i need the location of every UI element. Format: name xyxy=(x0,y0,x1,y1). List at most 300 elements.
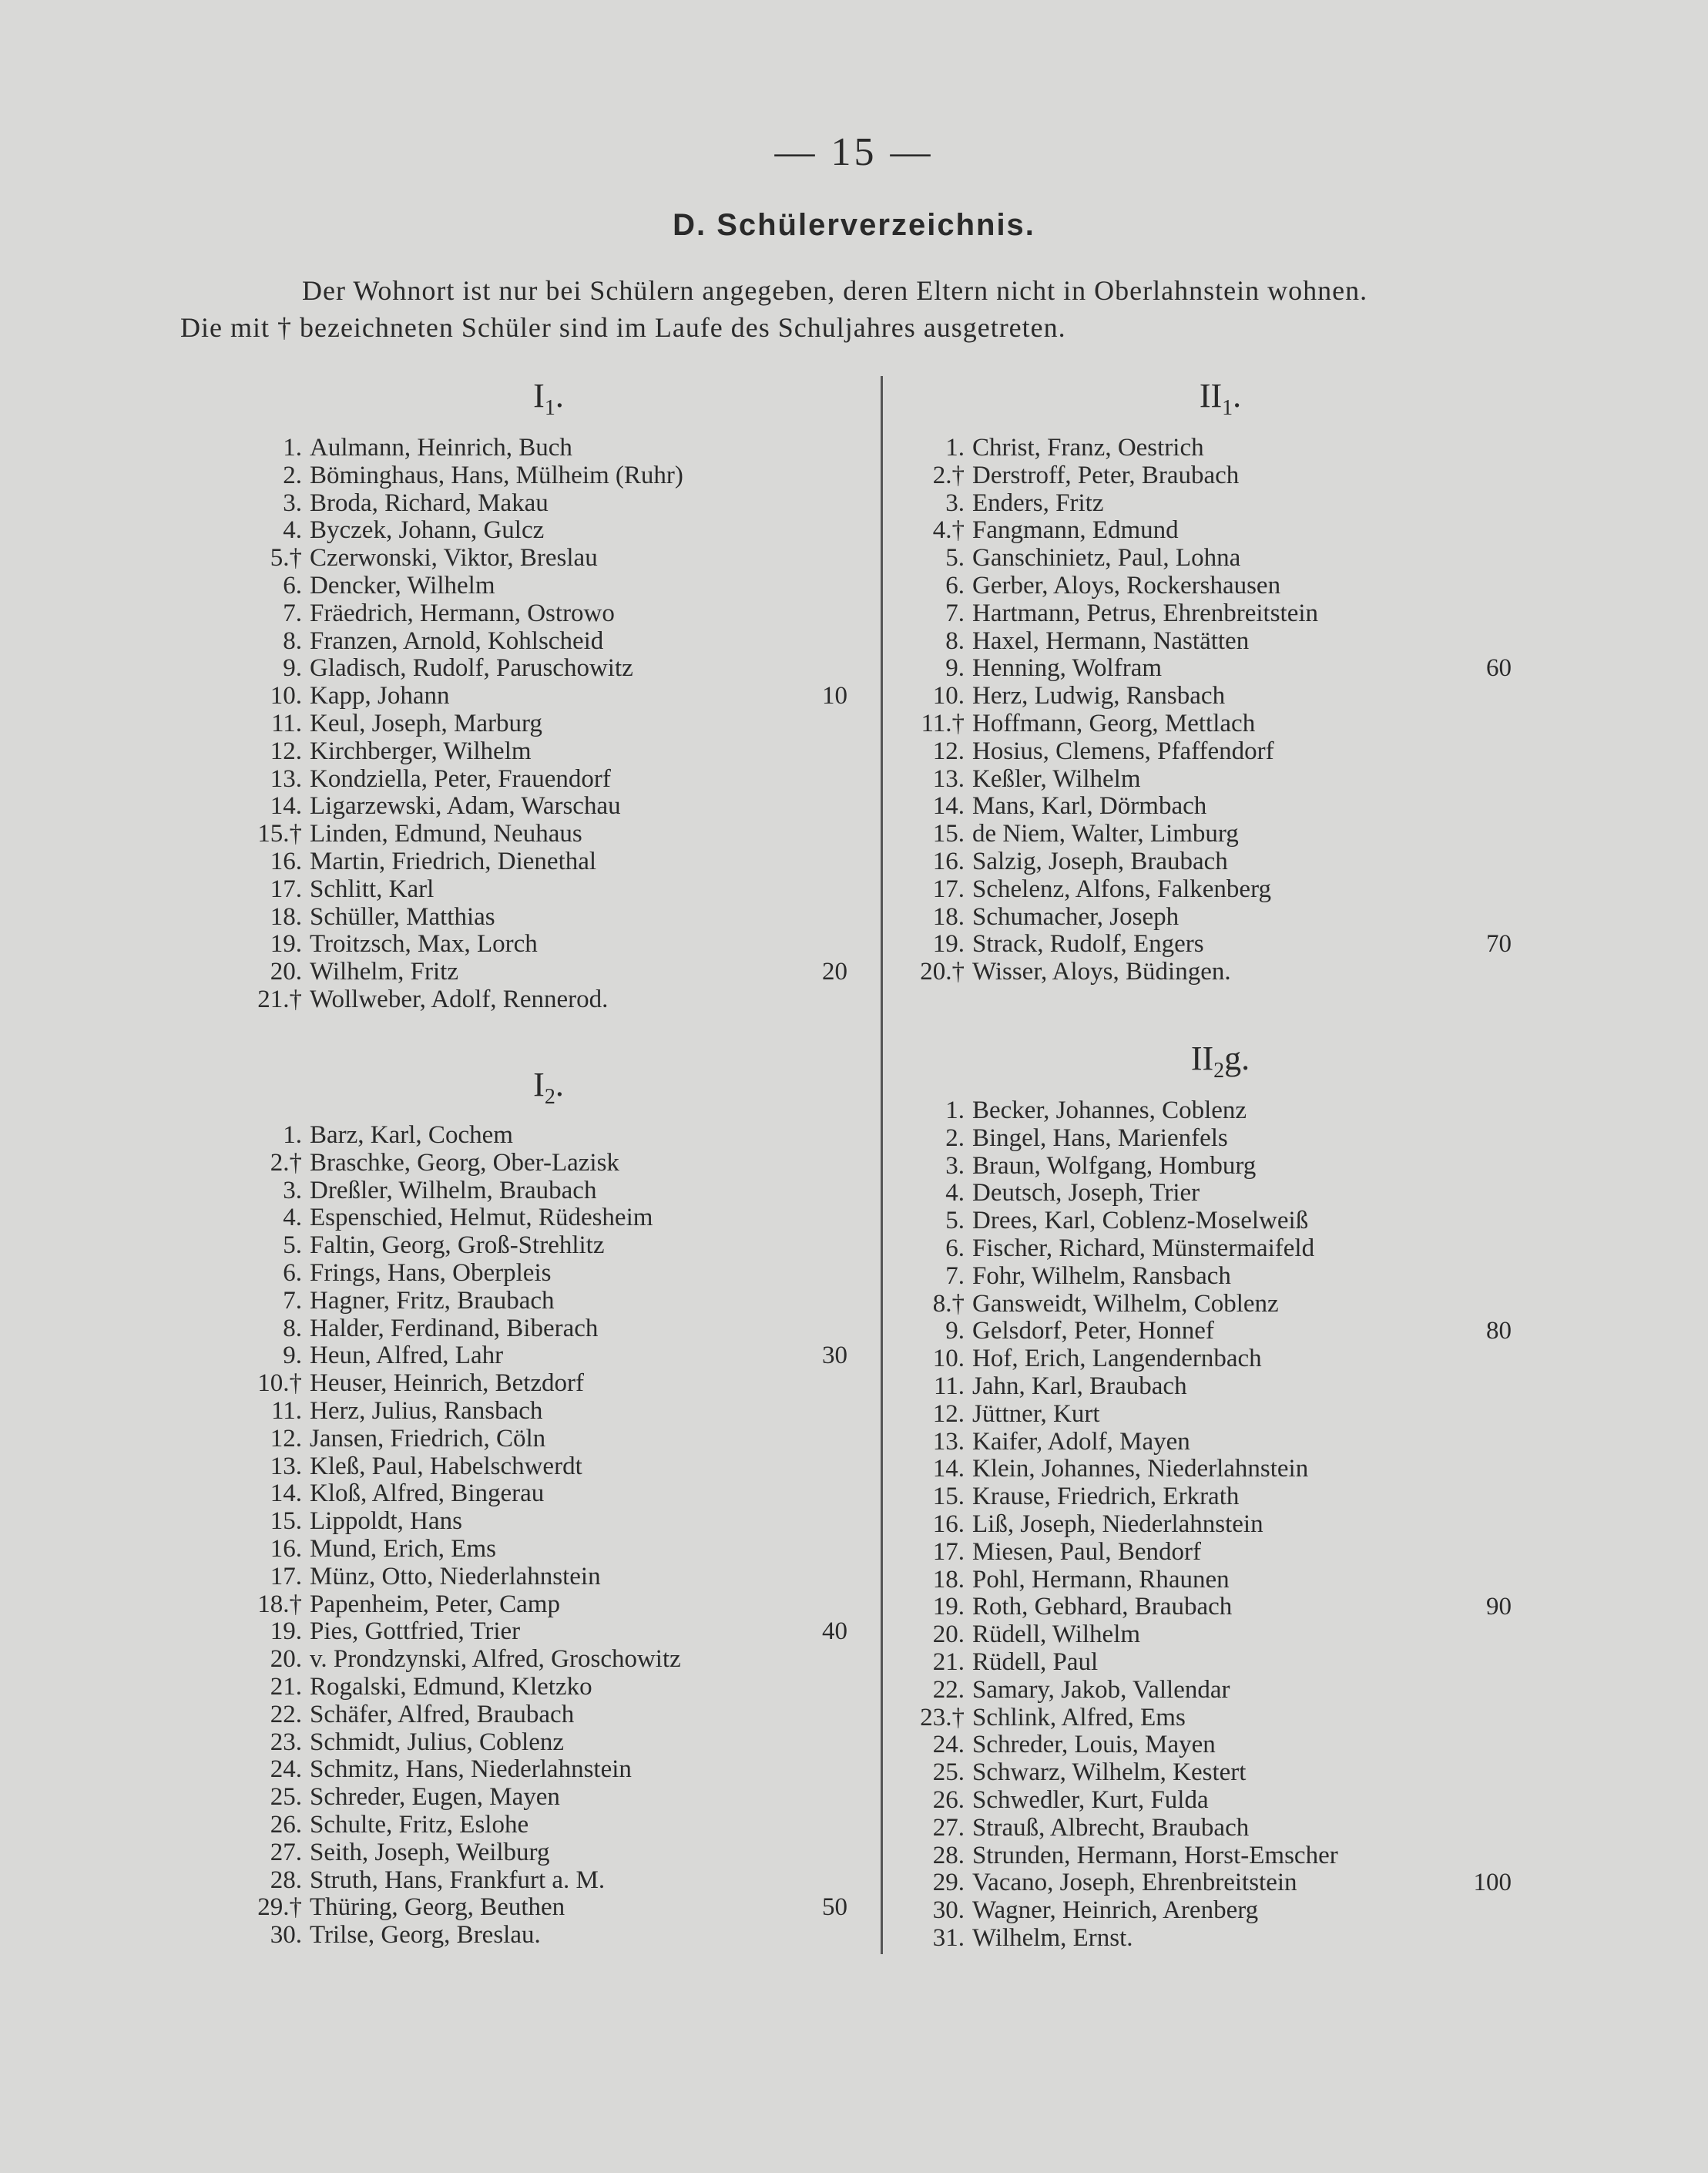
entry-number: 15. xyxy=(270,1507,302,1536)
entry-number: 15.† xyxy=(257,820,302,848)
entry-number: 12. xyxy=(932,1399,965,1428)
entry-number: 3. xyxy=(283,489,302,517)
student-name: Wilhelm, Fritz xyxy=(310,958,458,986)
student-name: Fangmann, Edmund xyxy=(972,516,1179,545)
entry-number: 14. xyxy=(932,1455,965,1483)
entry-number: 3. xyxy=(945,489,965,517)
entry-number: 19. xyxy=(270,1617,302,1646)
entry-number: 30. xyxy=(270,1921,302,1950)
student-name: Schulte, Fritz, Eslohe xyxy=(310,1810,529,1839)
list-item xyxy=(894,1401,1512,1429)
student-name: Heun, Alfred, Lahr xyxy=(310,1342,504,1370)
running-count: 40 xyxy=(822,1617,847,1646)
list-item xyxy=(894,876,1512,904)
entry-number: 16. xyxy=(270,847,302,875)
student-name: Rogalski, Edmund, Kletzko xyxy=(310,1672,592,1701)
list-item xyxy=(894,1125,1512,1153)
running-count: 10 xyxy=(822,682,847,710)
student-name: Heuser, Heinrich, Betzdorf xyxy=(310,1369,585,1398)
entry-number: 21.† xyxy=(257,985,302,1013)
list-item xyxy=(894,1869,1512,1897)
list-item xyxy=(894,1594,1512,1621)
entry-number: 18. xyxy=(932,902,965,931)
list-item xyxy=(231,1729,847,1757)
student-name: Deutsch, Joseph, Trier xyxy=(972,1179,1200,1207)
entry-number: 12. xyxy=(270,737,302,765)
list-item xyxy=(894,931,1512,959)
list-item xyxy=(894,1925,1512,1953)
list-item xyxy=(231,462,847,490)
page-number: — 15 — xyxy=(774,130,934,174)
student-name: Becker, Johannes, Coblenz xyxy=(972,1097,1247,1124)
student-name: Wagner, Heinrich, Arenberg xyxy=(972,1896,1259,1925)
list-item xyxy=(231,1122,847,1150)
entry-number: 5. xyxy=(945,1207,965,1235)
entry-number: 22. xyxy=(270,1700,302,1728)
student-name: Schelenz, Alfons, Falkenberg xyxy=(972,875,1271,903)
list-item xyxy=(894,1787,1512,1815)
student-name: Enders, Fritz xyxy=(972,489,1104,517)
entry-number: 29.† xyxy=(257,1893,302,1922)
student-name: Klein, Johannes, Niederlahnstein xyxy=(972,1455,1309,1483)
list-item xyxy=(894,1097,1512,1125)
student-name: Braun, Wolfgang, Homburg xyxy=(972,1151,1257,1180)
list-item xyxy=(231,1839,847,1867)
student-name: Strack, Rudolf, Engers xyxy=(972,930,1204,959)
page-title: D. Schülerverzeichnis. xyxy=(673,208,1035,242)
entry-number: 24. xyxy=(932,1731,965,1759)
student-name: Schlink, Alfred, Ems xyxy=(972,1703,1186,1731)
entry-number: 25. xyxy=(932,1758,965,1787)
entry-number: 5. xyxy=(283,1231,302,1260)
student-name: Dencker, Wilhelm xyxy=(310,571,495,600)
student-name: Dreßler, Wilhelm, Braubach xyxy=(310,1176,597,1204)
student-name: Schreder, Louis, Mayen xyxy=(972,1731,1216,1759)
list-item xyxy=(231,710,847,738)
list-item xyxy=(231,1150,847,1177)
entry-number: 9. xyxy=(283,1342,302,1370)
entry-number: 14. xyxy=(270,792,302,821)
student-name: Struth, Hans, Frankfurt a. M. xyxy=(310,1866,606,1894)
list-item xyxy=(231,1232,847,1260)
list-item xyxy=(894,738,1512,766)
list-item xyxy=(231,766,847,794)
entry-number: 21. xyxy=(932,1647,965,1676)
section-title-II1: $II_1$. xyxy=(1199,377,1242,420)
list-item xyxy=(231,1342,847,1370)
entry-number: 27. xyxy=(932,1813,965,1842)
entry-number: 29. xyxy=(932,1869,965,1897)
list-item xyxy=(231,517,847,545)
section-title-I2: $I_2$. xyxy=(533,1066,564,1109)
student-name: Münz, Otto, Niederlahnstein xyxy=(310,1562,601,1590)
student-name: Barz, Karl, Cochem xyxy=(310,1121,513,1149)
student-name: Pies, Gottfried, Trier xyxy=(310,1617,521,1646)
student-name: Seith, Joseph, Weilburg xyxy=(310,1838,550,1866)
student-name: Herz, Ludwig, Ransbach xyxy=(972,682,1226,710)
student-name: Gladisch, Rudolf, Paruschowitz xyxy=(310,654,633,683)
student-name: Mans, Karl, Dörmbach xyxy=(972,792,1207,821)
section-I2-list xyxy=(231,1122,847,1950)
entry-number: 9. xyxy=(945,1317,965,1345)
student-name: Kirchberger, Wilhelm xyxy=(310,737,532,765)
entry-number: 5. xyxy=(945,544,965,573)
list-item xyxy=(894,904,1512,932)
list-item xyxy=(231,1867,847,1895)
entry-number: 19. xyxy=(932,930,965,959)
student-name: Herz, Julius, Ransbach xyxy=(310,1396,543,1425)
list-item xyxy=(894,1677,1512,1704)
entry-number: 17. xyxy=(932,875,965,903)
list-item xyxy=(231,931,847,959)
entry-number: 21. xyxy=(270,1672,302,1701)
entry-number: 26. xyxy=(932,1785,965,1814)
list-item xyxy=(894,1897,1512,1925)
entry-number: 2. xyxy=(945,1123,965,1152)
student-name: Czerwonski, Viktor, Breslau xyxy=(310,544,598,573)
entry-number: 18. xyxy=(932,1565,965,1594)
list-item xyxy=(231,628,847,656)
entry-number: 17. xyxy=(270,1562,302,1590)
running-count: 70 xyxy=(1486,930,1512,959)
entry-number: 6. xyxy=(283,571,302,600)
entry-number: 24. xyxy=(270,1755,302,1784)
list-item xyxy=(231,959,847,986)
entry-number: 13. xyxy=(270,764,302,793)
list-item xyxy=(894,573,1512,600)
list-item xyxy=(894,1291,1512,1318)
entry-number: 4.† xyxy=(932,516,965,545)
student-name: Kleß, Paul, Habelschwerdt xyxy=(310,1452,582,1480)
entry-number: 16. xyxy=(270,1534,302,1563)
list-item xyxy=(894,1649,1512,1677)
student-name: Miesen, Paul, Bendorf xyxy=(972,1537,1201,1566)
list-item xyxy=(894,435,1512,462)
list-item xyxy=(894,821,1512,848)
student-name: Troitzsch, Max, Lorch xyxy=(310,930,538,959)
entry-number: 7. xyxy=(945,599,965,627)
student-name: Kaifer, Adolf, Mayen xyxy=(972,1427,1190,1456)
entry-number: 10. xyxy=(932,1345,965,1373)
student-name: Böminghaus, Hans, Mülheim (Ruhr) xyxy=(310,461,683,489)
student-name: Kondziella, Peter, Frauendorf xyxy=(310,764,611,793)
list-item xyxy=(894,1621,1512,1649)
student-name: Hosius, Clemens, Pfaffendorf xyxy=(972,737,1274,765)
student-name: Strauß, Albrecht, Braubach xyxy=(972,1813,1250,1842)
list-item xyxy=(231,1591,847,1619)
entry-number: 10.† xyxy=(257,1369,302,1398)
student-name: Faltin, Georg, Groß-Strehlitz xyxy=(310,1231,605,1260)
student-name: Broda, Richard, Makau xyxy=(310,489,549,517)
student-name: v. Prondzynski, Alfred, Groschowitz xyxy=(310,1645,681,1674)
entry-number: 20.† xyxy=(920,958,965,986)
running-count: 80 xyxy=(1486,1317,1512,1345)
list-item xyxy=(231,1536,847,1563)
student-name: Hof, Erich, Langendernbach xyxy=(972,1345,1262,1373)
list-item xyxy=(231,1894,847,1922)
list-item xyxy=(894,1153,1512,1181)
list-item xyxy=(231,1812,847,1839)
list-item xyxy=(894,848,1512,876)
student-name: Salzig, Joseph, Braubach xyxy=(972,847,1228,875)
entry-number: 27. xyxy=(270,1838,302,1866)
entry-number: 1. xyxy=(945,1097,965,1124)
student-name: de Niem, Walter, Limburg xyxy=(972,820,1239,848)
list-item xyxy=(894,1483,1512,1511)
list-item xyxy=(894,1731,1512,1759)
entry-number: 22. xyxy=(932,1675,965,1704)
list-item xyxy=(231,1674,847,1701)
section-title-I1: $I_1$. xyxy=(533,377,564,420)
student-name: Jansen, Friedrich, Cöln xyxy=(310,1424,546,1453)
student-name: Christ, Franz, Oestrich xyxy=(972,434,1204,462)
entry-number: 9. xyxy=(283,654,302,683)
student-name: Henning, Wolfram xyxy=(972,654,1163,683)
entry-number: 8.† xyxy=(932,1289,965,1318)
entry-number: 28. xyxy=(270,1866,302,1894)
student-name: Haxel, Hermann, Nastätten xyxy=(972,626,1250,655)
student-name: Wilhelm, Ernst. xyxy=(972,1923,1133,1952)
entry-number: 7. xyxy=(945,1261,965,1290)
entry-number: 4. xyxy=(945,1179,965,1207)
student-name: Pohl, Hermann, Rhaunen xyxy=(972,1565,1230,1594)
entry-number: 3. xyxy=(283,1176,302,1204)
entry-number: 11. xyxy=(933,1372,965,1400)
student-name: Braschke, Georg, Ober-Lazisk xyxy=(310,1148,619,1177)
student-name: Papenheim, Peter, Camp xyxy=(310,1590,560,1618)
list-item xyxy=(231,573,847,600)
entry-number: 14. xyxy=(270,1479,302,1508)
entry-number: 11. xyxy=(270,709,302,737)
list-item xyxy=(894,490,1512,518)
list-item xyxy=(231,1426,847,1453)
student-name: Thüring, Georg, Beuthen xyxy=(310,1893,565,1922)
student-name: Schwedler, Kurt, Fulda xyxy=(972,1785,1209,1814)
list-item xyxy=(894,628,1512,656)
student-name: Wollweber, Adolf, Rennerod. xyxy=(310,985,609,1013)
student-name: Mund, Erich, Ems xyxy=(310,1534,496,1563)
list-item xyxy=(231,1784,847,1812)
entry-number: 25. xyxy=(270,1783,302,1812)
list-item xyxy=(231,600,847,628)
entry-number: 9. xyxy=(945,654,965,683)
student-name: Ligarzewski, Adam, Warschau xyxy=(310,792,621,821)
entry-number: 20. xyxy=(932,1621,965,1649)
list-item xyxy=(231,1508,847,1536)
student-name: Samary, Jakob, Vallendar xyxy=(972,1675,1230,1704)
student-name: Jüttner, Kurt xyxy=(972,1399,1100,1428)
entry-number: 23.† xyxy=(920,1703,965,1731)
entry-number: 11. xyxy=(270,1396,302,1425)
list-item xyxy=(894,1373,1512,1401)
student-name: Hoffmann, Georg, Mettlach xyxy=(972,709,1256,737)
list-item xyxy=(231,793,847,821)
section-II2g-list xyxy=(894,1097,1512,1953)
entry-number: 3. xyxy=(945,1151,965,1180)
student-name: Bingel, Hans, Marienfels xyxy=(972,1123,1228,1152)
entry-number: 6. xyxy=(283,1258,302,1287)
student-name: Roth, Gebhard, Braubach xyxy=(972,1593,1233,1621)
student-name: Lippoldt, Hans xyxy=(310,1507,462,1536)
entry-number: 23. xyxy=(270,1728,302,1756)
list-item xyxy=(231,1453,847,1481)
list-item xyxy=(231,904,847,932)
student-name: Halder, Ferdinand, Biberach xyxy=(310,1314,599,1342)
entry-number: 13. xyxy=(270,1452,302,1480)
list-item xyxy=(894,1207,1512,1235)
entry-number: 20. xyxy=(270,958,302,986)
list-item xyxy=(894,766,1512,794)
list-item xyxy=(894,545,1512,573)
student-name: Rüdell, Wilhelm xyxy=(972,1621,1141,1649)
running-count: 90 xyxy=(1486,1593,1512,1621)
list-item xyxy=(894,1511,1512,1539)
student-name: Krause, Friedrich, Erkrath xyxy=(972,1483,1240,1511)
entry-number: 11.† xyxy=(921,709,965,737)
student-name: Wisser, Aloys, Büdingen. xyxy=(972,958,1231,986)
student-name: Derstroff, Peter, Braubach xyxy=(972,461,1240,489)
list-item xyxy=(894,1704,1512,1732)
list-item xyxy=(894,1429,1512,1456)
running-count: 30 xyxy=(822,1342,847,1370)
entry-number: 19. xyxy=(270,930,302,959)
entry-number: 5.† xyxy=(270,544,302,573)
entry-number: 16. xyxy=(932,847,965,875)
list-item xyxy=(894,1235,1512,1263)
entry-number: 18. xyxy=(270,902,302,931)
student-name: Drees, Karl, Coblenz-Moselweiß xyxy=(972,1207,1309,1235)
student-name: Vacano, Joseph, Ehrenbreitstein xyxy=(972,1869,1297,1897)
student-name: Keul, Joseph, Marburg xyxy=(310,709,542,737)
student-name: Ganschinietz, Paul, Lohna xyxy=(972,544,1241,573)
student-name: Schlitt, Karl xyxy=(310,875,435,903)
student-name: Byczek, Johann, Gulcz xyxy=(310,516,545,545)
student-name: Trilse, Georg, Breslau. xyxy=(310,1921,541,1950)
entry-number: 28. xyxy=(932,1841,965,1869)
entry-number: 16. xyxy=(932,1510,965,1538)
entry-number: 15. xyxy=(932,820,965,848)
running-count: 20 xyxy=(822,958,847,986)
student-name: Gerber, Aloys, Rockershausen xyxy=(972,571,1281,600)
student-name: Rüdell, Paul xyxy=(972,1647,1099,1676)
entry-number: 6. xyxy=(945,571,965,600)
entry-number: 7. xyxy=(283,1286,302,1315)
student-name: Aulmann, Heinrich, Buch xyxy=(310,434,572,462)
running-count: 60 xyxy=(1486,654,1512,683)
list-item xyxy=(231,1480,847,1508)
entry-number: 10. xyxy=(270,682,302,710)
list-item xyxy=(231,1370,847,1398)
entry-number: 19. xyxy=(932,1593,965,1621)
student-name: Schwarz, Wilhelm, Kestert xyxy=(972,1758,1247,1787)
student-name: Hagner, Fritz, Braubach xyxy=(310,1286,555,1315)
list-item xyxy=(231,490,847,518)
list-item xyxy=(894,683,1512,710)
list-item xyxy=(231,848,847,876)
list-item xyxy=(894,1567,1512,1594)
student-name: Strunden, Hermann, Horst-Emscher xyxy=(972,1841,1338,1869)
entry-number: 31. xyxy=(932,1923,965,1952)
list-item xyxy=(231,1315,847,1343)
entry-number: 12. xyxy=(932,737,965,765)
section-II1-list xyxy=(894,435,1512,986)
list-item xyxy=(894,1345,1512,1373)
student-name: Fräedrich, Hermann, Ostrowo xyxy=(310,599,615,627)
student-name: Frings, Hans, Oberpleis xyxy=(310,1258,552,1287)
entry-number: 8. xyxy=(945,626,965,655)
list-item xyxy=(894,710,1512,738)
list-item xyxy=(231,876,847,904)
entry-number: 12. xyxy=(270,1424,302,1453)
student-name: Martin, Friedrich, Dienethal xyxy=(310,847,597,875)
student-name: Jahn, Karl, Braubach xyxy=(972,1372,1187,1400)
running-count: 100 xyxy=(1473,1869,1512,1897)
entry-number: 2. xyxy=(283,461,302,489)
list-item xyxy=(231,655,847,683)
list-item xyxy=(894,655,1512,683)
list-item xyxy=(231,1922,847,1950)
entry-number: 2.† xyxy=(932,461,965,489)
list-item xyxy=(894,1263,1512,1291)
entry-number: 13. xyxy=(932,764,965,793)
entry-number: 17. xyxy=(932,1537,965,1566)
entry-number: 17. xyxy=(270,875,302,903)
running-count: 50 xyxy=(822,1893,847,1922)
entry-number: 1. xyxy=(283,1121,302,1149)
list-item xyxy=(231,821,847,848)
student-name: Schumacher, Joseph xyxy=(972,902,1179,931)
section-I1-list xyxy=(231,435,847,1014)
student-name: Liß, Joseph, Niederlahnstein xyxy=(972,1510,1263,1538)
section-title-II2g: $II_2g$. xyxy=(1190,1039,1250,1083)
list-item xyxy=(231,738,847,766)
list-item xyxy=(231,683,847,710)
list-item xyxy=(231,1646,847,1674)
entry-number: 30. xyxy=(932,1896,965,1925)
student-name: Kloß, Alfred, Bingerau xyxy=(310,1479,545,1508)
student-name: Schäfer, Alfred, Braubach xyxy=(310,1700,575,1728)
student-name: Fischer, Richard, Münstermaifeld xyxy=(972,1234,1315,1262)
list-item xyxy=(894,1842,1512,1870)
list-item xyxy=(894,793,1512,821)
list-item xyxy=(231,1398,847,1426)
entry-number: 1. xyxy=(283,434,302,462)
list-item xyxy=(231,1756,847,1784)
student-name: Gelsdorf, Peter, Honnef xyxy=(972,1317,1214,1345)
list-item xyxy=(894,462,1512,490)
list-item xyxy=(231,435,847,462)
student-name: Keßler, Wilhelm xyxy=(972,764,1141,793)
entry-number: 7. xyxy=(283,599,302,627)
list-item xyxy=(231,545,847,573)
intro-line-1: Der Wohnort ist nur bei Schülern angegeben, deren Eltern nicht in Oberlahnstein wohnen. xyxy=(302,275,1368,306)
column-divider xyxy=(881,376,883,1954)
student-name: Kapp, Johann xyxy=(310,682,450,710)
entry-number: 18.† xyxy=(257,1590,302,1618)
entry-number: 13. xyxy=(932,1427,965,1456)
list-item xyxy=(231,986,847,1014)
list-item xyxy=(231,1288,847,1315)
list-item xyxy=(231,1204,847,1232)
list-item xyxy=(231,1563,847,1591)
list-item xyxy=(894,1539,1512,1567)
intro-line-2: Die mit † bezeichneten Schüler sind im Laufe des Schuljahres ausgetreten. xyxy=(180,312,1066,343)
list-item xyxy=(894,1456,1512,1483)
entry-number: 4. xyxy=(283,516,302,545)
entry-number: 6. xyxy=(945,1234,965,1262)
list-item xyxy=(894,600,1512,628)
entry-number: 2.† xyxy=(270,1148,302,1177)
